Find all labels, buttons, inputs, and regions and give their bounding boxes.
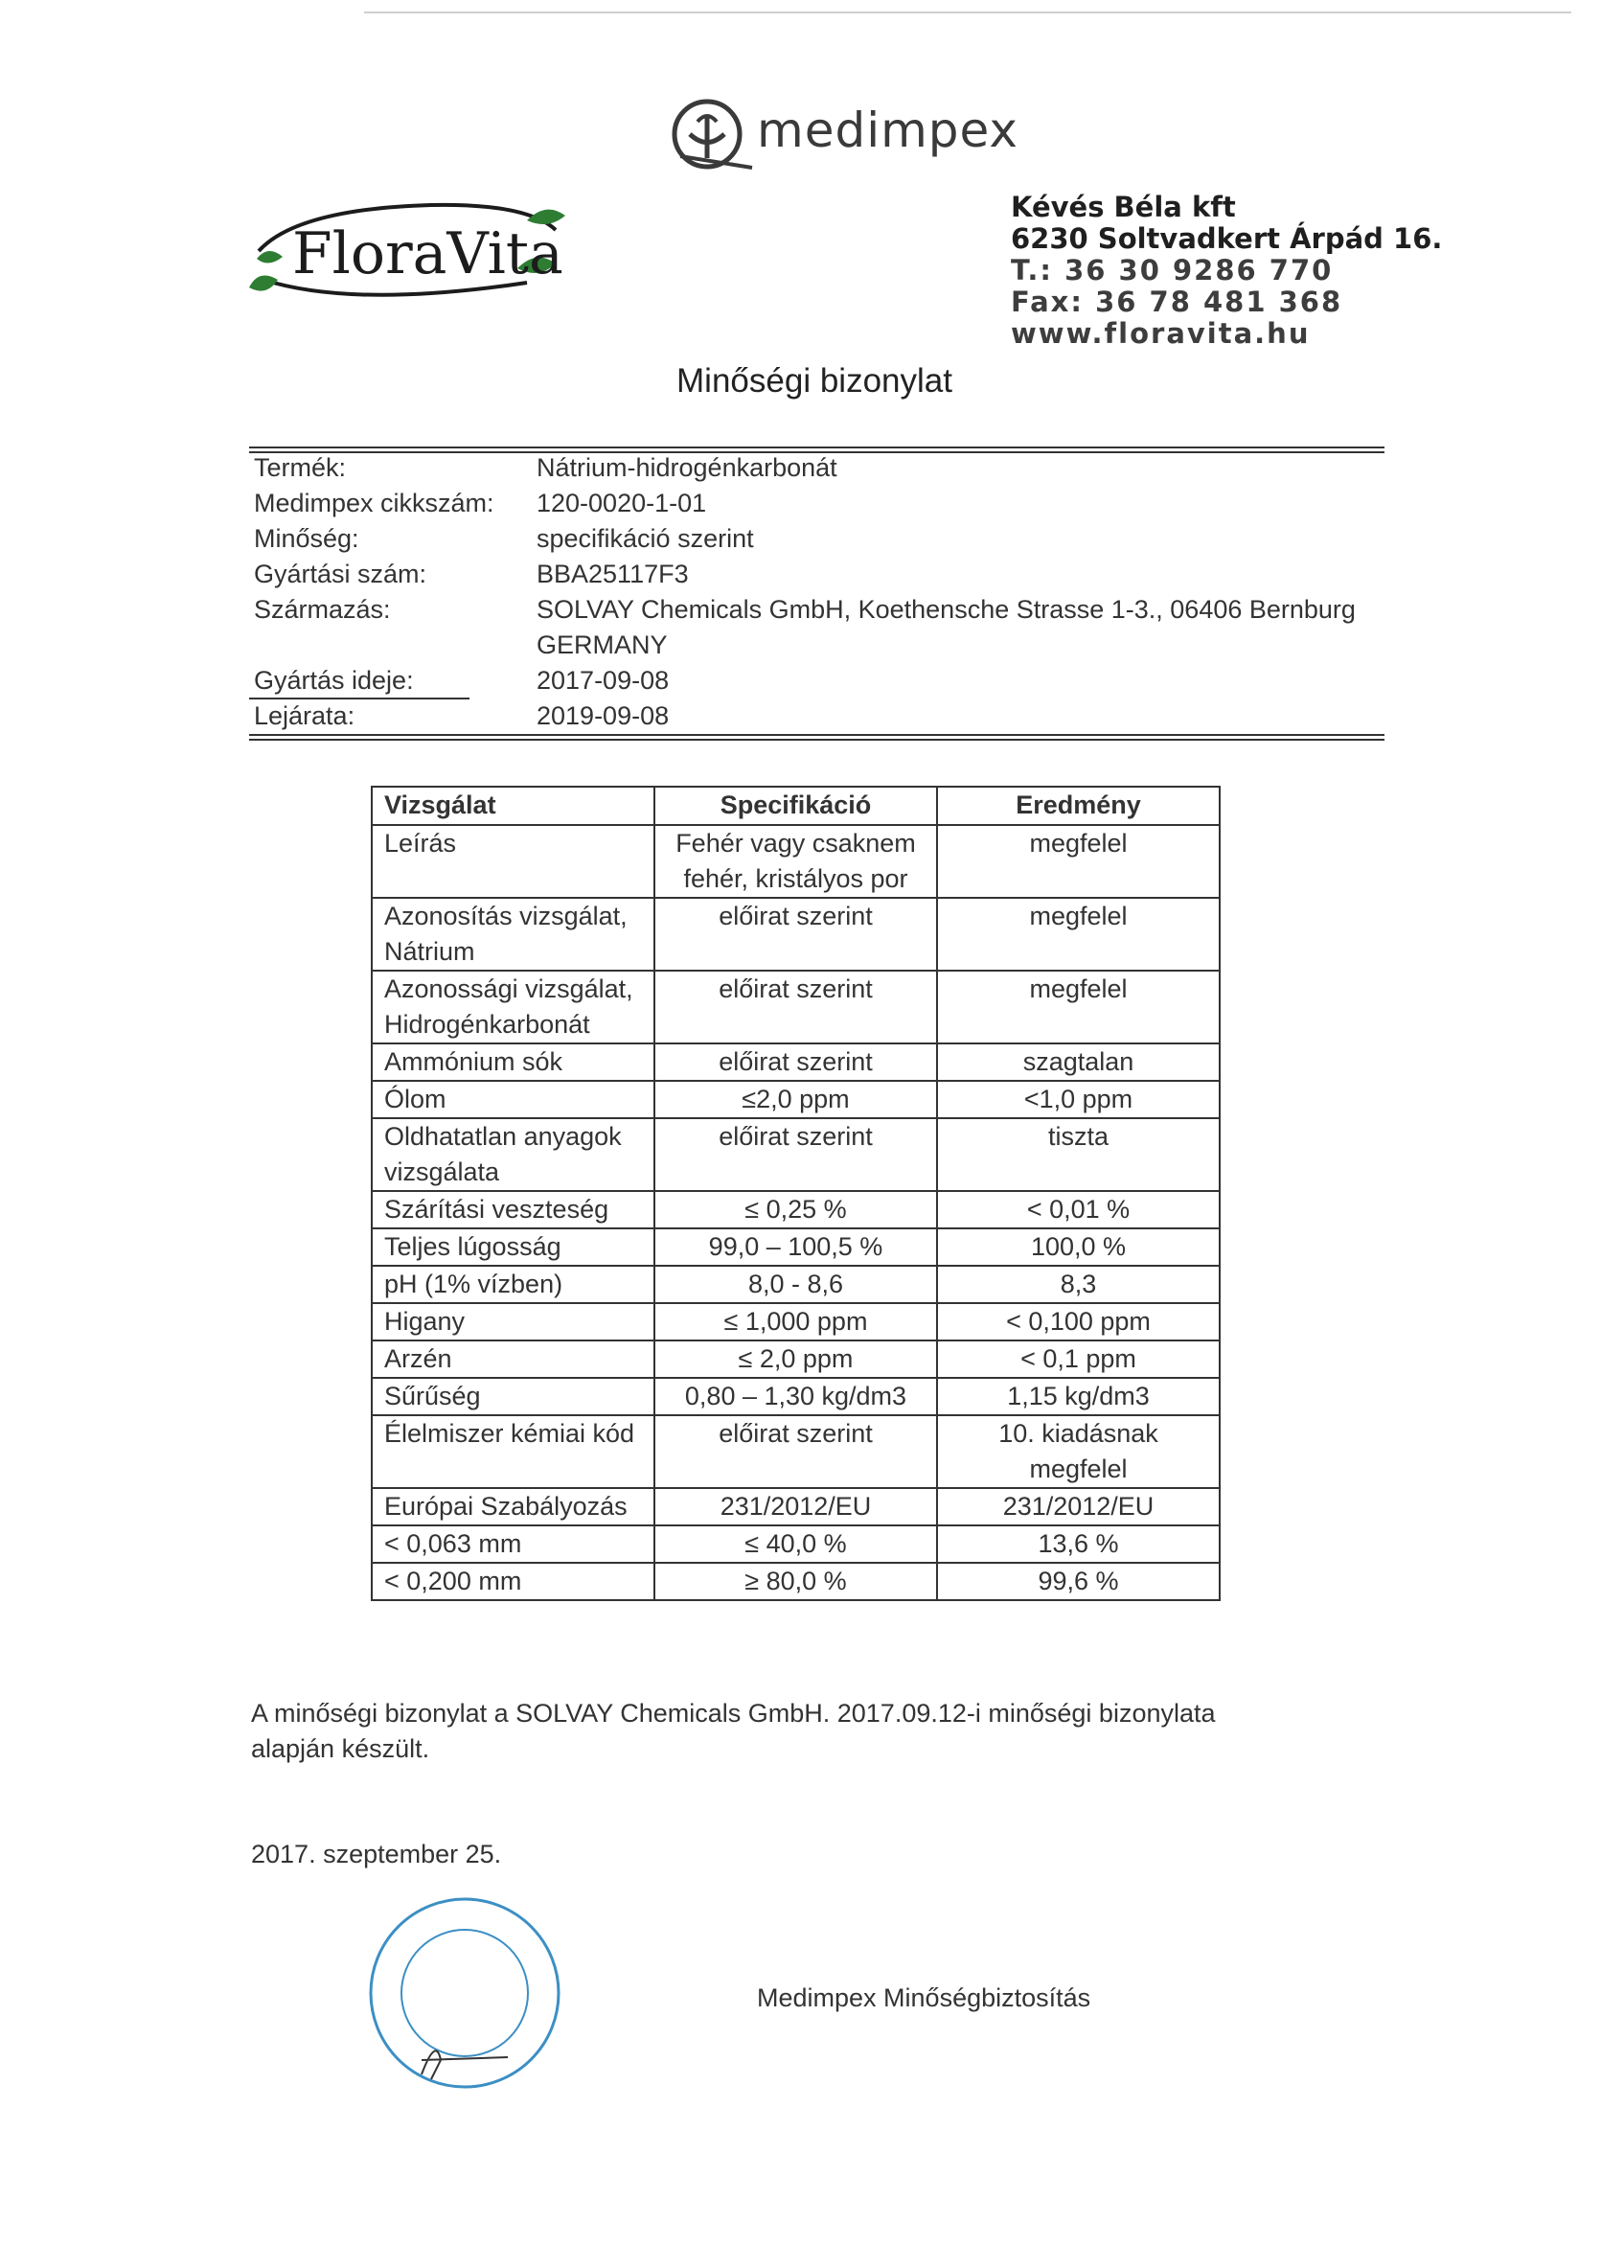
cell-spec: 99,0 – 100,5 % (654, 1228, 937, 1266)
info-row (254, 450, 1384, 486)
cell-test: Azonosítás vizsgálat, Nátrium (372, 898, 654, 971)
info-key: Medimpex cikkszám: (254, 489, 494, 517)
document-date: 2017. szeptember 25. (251, 1840, 502, 1868)
floravita-wordmark: FloraVita (292, 220, 563, 287)
cell-spec: ≥ 80,0 % (654, 1563, 937, 1600)
cell-test: < 0,200 mm (372, 1563, 654, 1600)
origin-line-2: GERMANY (537, 630, 668, 659)
cell-result: < 0,1 ppm (937, 1340, 1220, 1378)
cell-test: Szárítási veszteség (372, 1191, 654, 1228)
cell-spec: előirat szerint (654, 1415, 937, 1488)
cell-test: Élelmiszer kémiai kód (372, 1415, 654, 1488)
info-row (254, 592, 1384, 663)
cell-spec: előirat szerint (654, 1043, 937, 1081)
medimpex-logo (661, 91, 1019, 177)
company-fax: Fax: 36 78 481 368 (1011, 286, 1343, 318)
floravita-logo (240, 192, 575, 316)
info-underline (249, 698, 469, 699)
table-row (372, 1525, 1220, 1563)
info-value-origin (537, 592, 1384, 663)
cell-result: 10. kiadásnak megfelel (937, 1415, 1220, 1488)
cell-spec: előirat szerint (654, 971, 937, 1043)
info-double-rule (249, 734, 1384, 741)
info-value: Nátrium-hidrogénkarbonát (537, 453, 837, 482)
page-title: Minőségi bizonylat (676, 362, 952, 400)
table-row (372, 1191, 1220, 1228)
table-row (372, 1266, 1220, 1303)
table-row (372, 1118, 1220, 1191)
cell-spec: 0,80 – 1,30 kg/dm3 (654, 1378, 937, 1415)
cell-result: 231/2012/EU (937, 1488, 1220, 1525)
info-key: Gyártási szám: (254, 560, 427, 588)
cell-test: Arzén (372, 1340, 654, 1378)
info-value: specifikáció szerint (537, 524, 754, 553)
info-key: Gyártás ideje: (254, 666, 414, 695)
cell-result: < 0,01 % (937, 1191, 1220, 1228)
cell-test: Ammónium sók (372, 1043, 654, 1081)
medimpex-wordmark: medimpex (757, 103, 1019, 158)
table-row (372, 898, 1220, 971)
cell-result: 1,15 kg/dm3 (937, 1378, 1220, 1415)
info-key: Lejárata: (254, 701, 355, 730)
info-value: 2017-09-08 (537, 666, 670, 695)
cell-test: Oldhatatlan anyagok vizsgálata (372, 1118, 654, 1191)
product-info (254, 450, 1384, 734)
info-row (254, 486, 1384, 521)
table-row (372, 1488, 1220, 1525)
cell-spec: ≤ 1,000 ppm (654, 1303, 937, 1340)
cell-result: megfelel (937, 898, 1220, 971)
medimpex-emblem-icon (661, 91, 757, 177)
cell-test: < 0,063 mm (372, 1525, 654, 1563)
cell-spec: 8,0 - 8,6 (654, 1266, 937, 1303)
table-row (372, 1378, 1220, 1415)
table-header-row (372, 787, 1220, 825)
handwritten-signature (422, 2050, 508, 2079)
company-info (1011, 192, 1442, 350)
cell-result: 99,6 % (937, 1563, 1220, 1600)
cell-spec: ≤ 40,0 % (654, 1525, 937, 1563)
info-key: Minőség: (254, 524, 359, 553)
table-row (372, 1415, 1220, 1488)
company-name: Kévés Béla kft (1011, 191, 1236, 223)
scan-edge-line (364, 11, 1571, 13)
cell-test: Azonossági vizsgálat, Hidrogénkarbonát (372, 971, 654, 1043)
table-row (372, 1081, 1220, 1118)
cell-spec: előirat szerint (654, 1118, 937, 1191)
table-row (372, 1303, 1220, 1340)
header-spec: Specifikáció (654, 787, 937, 825)
signature-label: Medimpex Minőségbiztosítás (757, 1983, 1091, 2012)
cell-test: Teljes lúgosság (372, 1228, 654, 1266)
cell-test: Higany (372, 1303, 654, 1340)
footnote: A minőségi bizonylat a SOLVAY Chemicals GmbH. 2017.09.12-i minőségi bizonylata alapján készült. (251, 1699, 1216, 1763)
cell-result: 8,3 (937, 1266, 1220, 1303)
cell-spec: ≤ 2,0 ppm (654, 1340, 937, 1378)
info-row (254, 521, 1384, 557)
header-result: Eredmény (937, 787, 1220, 825)
company-phone: T.: 36 30 9286 770 (1011, 254, 1334, 286)
table-row (372, 1043, 1220, 1081)
company-address: 6230 Soltvadkert Árpád 16. (1011, 222, 1443, 255)
table-row (372, 1563, 1220, 1600)
info-row (254, 699, 1384, 734)
cell-result: <1,0 ppm (937, 1081, 1220, 1118)
cell-result: szagtalan (937, 1043, 1220, 1081)
test-results-table (371, 786, 1221, 1601)
table-row (372, 825, 1220, 898)
cell-test: Leírás (372, 825, 654, 898)
stamp-seal-icon (364, 1892, 565, 2094)
cell-result: megfelel (937, 825, 1220, 898)
info-row (254, 557, 1384, 592)
header-test: Vizsgálat (372, 787, 654, 825)
cell-result: megfelel (937, 971, 1220, 1043)
table-row (372, 1228, 1220, 1266)
table-row (372, 1340, 1220, 1378)
cell-test: Ólom (372, 1081, 654, 1118)
cell-spec: előirat szerint (654, 898, 937, 971)
cell-result: 13,6 % (937, 1525, 1220, 1563)
cell-result: 100,0 % (937, 1228, 1220, 1266)
info-key: Származás: (254, 595, 391, 624)
cell-test: Sűrűség (372, 1378, 654, 1415)
table-row (372, 971, 1220, 1043)
info-value: BBA25117F3 (537, 560, 689, 588)
cell-test: Európai Szabályozás (372, 1488, 654, 1525)
cell-test: pH (1% vízben) (372, 1266, 654, 1303)
company-web: www.floravita.hu (1011, 317, 1311, 350)
info-value: 120-0020-1-01 (537, 489, 707, 517)
company-stamp (364, 1892, 565, 2094)
cell-result: tiszta (937, 1118, 1220, 1191)
info-row (254, 663, 1384, 699)
cell-spec: ≤ 0,25 % (654, 1191, 937, 1228)
cell-result: < 0,100 ppm (937, 1303, 1220, 1340)
cell-spec: 231/2012/EU (654, 1488, 937, 1525)
origin-line-1: SOLVAY Chemicals GmbH, Koethensche Strasse 1-3., 06406 Bernburg (537, 595, 1356, 624)
cell-spec: Fehér vagy csaknem fehér, kristályos por (654, 825, 937, 898)
info-value: 2019-09-08 (537, 701, 670, 730)
info-key: Termék: (254, 453, 347, 482)
cell-spec: ≤2,0 ppm (654, 1081, 937, 1118)
